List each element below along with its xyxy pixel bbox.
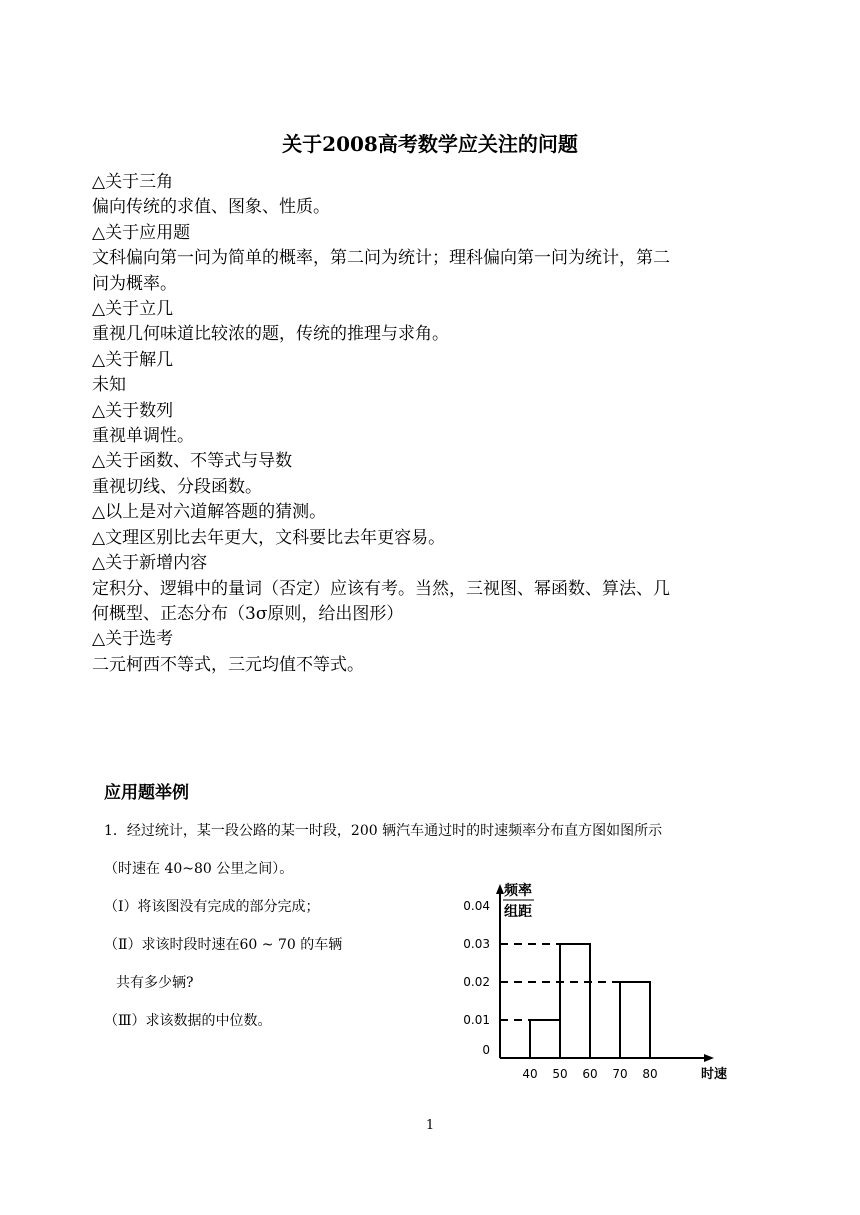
y-tick-label: 0.02: [463, 975, 490, 989]
section-title: 应用题举例: [104, 783, 189, 803]
question-2-cont: 共有多少辆?: [116, 975, 194, 991]
text-line: △关于数列: [92, 400, 174, 421]
text-line: △关于三角: [92, 172, 174, 192]
text-line: △以上是对六道解答题的猜测。: [92, 502, 327, 523]
problem-stem-line2: （时速在 40~80 公里之间）。: [104, 861, 294, 877]
text-line: △关于立几: [92, 299, 174, 320]
x-axis-label: 时速: [700, 1067, 728, 1082]
text-line: △文理区别比去年更大，文科要比去年更容易。: [92, 527, 446, 548]
x-tick-label: 60: [582, 1067, 598, 1081]
histogram-bar: [620, 982, 650, 1058]
text-line: 重视切线、分段函数。: [92, 476, 262, 497]
y-axis-label-top: 频率: [504, 883, 532, 899]
problem-stem-line1: 1．经过统计，某一段公路的某一时段，200 辆汽车通过时的时速频率分布直方图如图所示: [104, 823, 663, 839]
chart-bars: [530, 944, 650, 1058]
text-line: 重视几何味道比较浓的题，传统的推理与求角。: [92, 324, 449, 345]
x-tick-label: 50: [552, 1067, 568, 1081]
question-3: （Ⅲ）求该数据的中位数。: [104, 1013, 272, 1029]
text-line: 问为概率。: [92, 273, 177, 294]
y-axis-label-bottom: 组距: [504, 904, 532, 920]
page-title: 关于2008高考数学应关注的问题: [282, 132, 578, 156]
x-tick-label: 40: [522, 1067, 538, 1081]
text-line: 重视单调性。: [92, 426, 194, 447]
x-tick-label: 80: [642, 1067, 658, 1081]
y-axis-arrow: [496, 884, 504, 894]
text-line: △关于函数、不等式与导数: [92, 451, 293, 472]
text-line: △关于选考: [92, 629, 174, 650]
histogram-bar: [560, 944, 590, 1058]
text-line: △关于新增内容: [92, 553, 208, 574]
text-line: 二元柯西不等式，三元均值不等式。: [92, 654, 364, 675]
question-2: （Ⅱ）求该时段时速在60 ~ 70 的车辆: [104, 937, 343, 953]
text-line: 文科偏向第一问为简单的概率，第二问为统计；理科偏向第一问为统计，第二: [92, 248, 670, 269]
text-line: 何概型、正态分布（3σ原则，给出图形）: [92, 603, 404, 624]
x-axis-arrow: [704, 1054, 714, 1062]
x-tick-label: 70: [612, 1067, 628, 1081]
y-tick-label: 0: [482, 1043, 490, 1057]
text-line: 未知: [92, 375, 126, 396]
question-1: （Ⅰ）将该图没有完成的部分完成；: [104, 899, 320, 915]
histogram-chart: [440, 878, 740, 1088]
text-line: △关于应用题: [92, 222, 191, 243]
y-tick-label: 0.01: [463, 1013, 490, 1027]
body-text: [92, 170, 772, 678]
page-number: 1: [425, 1118, 435, 1133]
text-line: 偏向传统的求值、图象、性质。: [92, 197, 330, 218]
y-tick-label: 0.03: [463, 937, 490, 951]
text-line: 定积分、逻辑中的量词（否定）应该有考。当然，三视图、幂函数、算法、几: [92, 578, 670, 599]
y-tick-label: 0.04: [463, 899, 490, 913]
histogram-bar: [530, 1020, 560, 1058]
text-line: △关于解几: [92, 349, 174, 370]
